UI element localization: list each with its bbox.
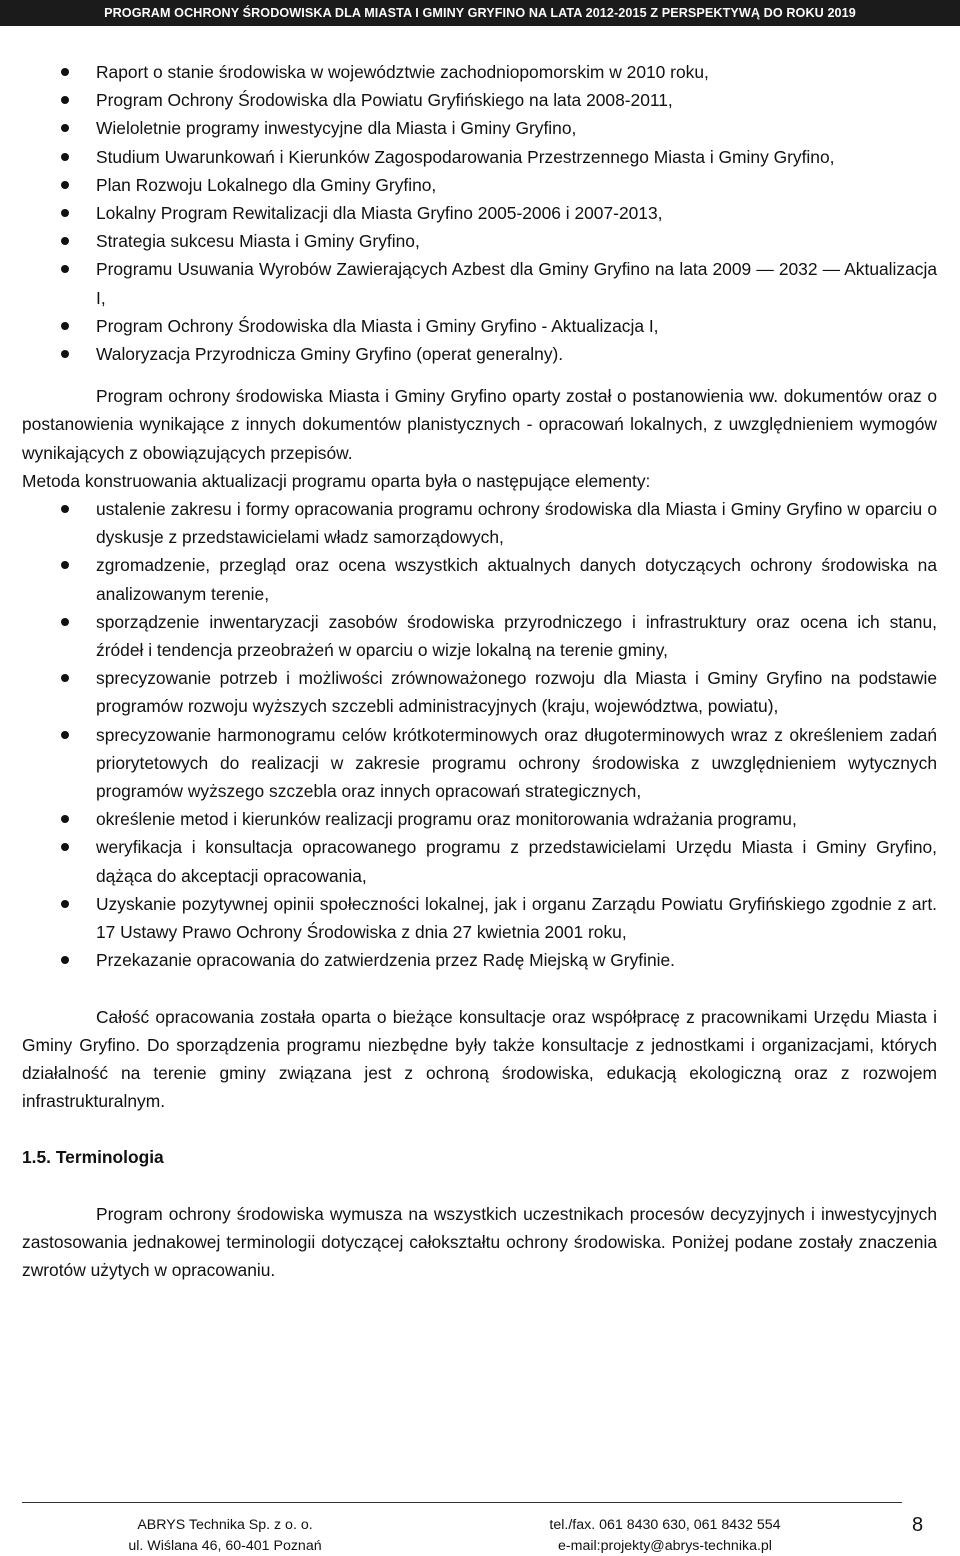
list-item: Lokalny Program Rewitalizacji dla Miasta Gryfino 2005-2006 i 2007-2013,: [22, 199, 937, 227]
list-item: Studium Uwarunkowań i Kierunków Zagospodarowania Przestrzennego Miasta i Gminy Gryfino,: [22, 143, 937, 171]
list-item: ustalenie zakresu i formy opracowania programu ochrony środowiska dla Miasta i Gminy Gryfino w oparciu o dyskusje z przedstawicielami władz samorządowych,: [22, 495, 937, 551]
list-item: Raport o stanie środowiska w województwie zachodniopomorskim w 2010 roku,: [22, 58, 937, 86]
list-item: Uzyskanie pozytywnej opinii społeczności lokalnej, jak i organu Zarządu Powiatu Gryfińskiego zgodnie z art. 17 Ustawy Prawo Ochrony Środowiska z dnia 27 kwietnia 2001 roku,: [22, 890, 937, 946]
list-item: Plan Rozwoju Lokalnego dla Gminy Gryfino,: [22, 171, 937, 199]
footer-address: ul. Wiślana 46, 60-401 Poznań: [128, 1538, 322, 1554]
list-item: weryfikacja i konsultacja opracowanego programu z przedstawicielami Urzędu Miasta i Gminy Gryfino, dążąca do akceptacji opracowania,: [22, 833, 937, 889]
list-item: zgromadzenie, przegląd oraz ocena wszystkich aktualnych danych dotyczących ochrony środowiska na analizowanym terenie,: [22, 551, 937, 607]
consultation-paragraph: Całość opracowania została oparta o bieżące konsultacje oraz współpracę z pracownikami Urzędu Miasta i Gminy Gryfino. Do sporządzenia programu niezbędne były także konsultacje z jednostkami i organizacjami, których działalność na terenie gminy związana jest z ochroną środowiska, edukacją ekologiczną oraz z rozwojem infrastrukturalnym.: [22, 1006, 937, 1112]
basis-paragraph: Program ochrony środowiska Miasta i Gminy Gryfino oparty został o postanowienia ww. dokumentów oraz o postanowienia wynikające z innych dokumentów planistycznych - opracowań lokalnych, z uwzględnieniem wymogów wynikających z obowiązujących przepisów.: [22, 386, 937, 463]
method-list: [22, 495, 937, 974]
section-heading: 1.5. Terminologia: [22, 1147, 164, 1168]
footer-divider: [22, 1502, 902, 1503]
page-header: PROGRAM OCHRONY ŚRODOWISKA DLA MIASTA I GMINY GRYFINO NA LATA 2012-2015 Z PERSPEKTYWĄ DO ROKU 2019: [0, 0, 960, 26]
page-number: 8: [912, 1514, 924, 1536]
list-item: Programu Usuwania Wyrobów Zawierających Azbest dla Gminy Gryfino na lata 2009 — 2032 — Aktualizacja I,: [22, 255, 937, 311]
method-intro: Metoda konstruowania aktualizacji programu oparta była o następujące elementy:: [22, 470, 651, 491]
list-item: sprecyzowanie potrzeb i możliwości zrównoważonego rozwoju dla Miasta i Gminy Gryfino na podstawie programów rozwoju wyższych szczebli administracyjnych (kraju, województwa, powiatu),: [22, 664, 937, 720]
list-item: sporządzenie inwentaryzacji zasobów środowiska przyrodniczego i infrastruktury oraz ocena ich stanu, źródeł i tendencja przeobrażeń w oparciu o wizje lokalną na terenie gminy,: [22, 608, 937, 664]
footer-company: ABRYS Technika Sp. z o. o.: [137, 1517, 313, 1533]
list-item: Program Ochrony Środowiska dla Powiatu Gryfińskiego na lata 2008-2011,: [22, 86, 937, 114]
page-footer: [0, 1512, 960, 1556]
list-item: sprecyzowanie harmonogramu celów krótkoterminowych oraz długoterminowych wraz z określeniem zadań priorytetowych do realizacji w zakresie programu ochrony środowiska z uwzględnieniem wytycznych programów wyższego szczebla oraz innych opracowań strategicznych,: [22, 721, 937, 806]
source-documents-list: [22, 58, 937, 368]
list-item: Strategia sukcesu Miasta i Gminy Gryfino,: [22, 227, 937, 255]
list-item: określenie metod i kierunków realizacji programu oraz monitorowania wdrażania programu,: [22, 805, 937, 833]
footer-contact-block: [520, 1515, 810, 1556]
list-item: Przekazanie opracowania do zatwierdzenia przez Radę Miejską w Gryfinie.: [22, 946, 937, 974]
terminology-paragraph: Program ochrony środowiska wymusza na wszystkich uczestnikach procesów decyzyjnych i inwestycyjnych zastosowania jednakowej terminologii dotyczącej całokształtu ochrony środowiska. Poniżej podane zostały znaczenia zwrotów użytych w opracowaniu.: [22, 1203, 937, 1280]
list-item: Program Ochrony Środowiska dla Miasta i Gminy Gryfino - Aktualizacja I,: [22, 312, 937, 340]
list-item: Wieloletnie programy inwestycyjne dla Miasta i Gminy Gryfino,: [22, 114, 937, 142]
footer-phone: tel./fax. 061 8430 630, 061 8432 554: [549, 1517, 781, 1533]
document-body: [22, 58, 937, 1284]
footer-company-block: [100, 1515, 350, 1556]
list-item: Waloryzacja Przyrodnicza Gminy Gryfino (operat generalny).: [22, 340, 937, 368]
footer-email: e-mail:projekty@abrys-technika.pl: [558, 1538, 772, 1554]
